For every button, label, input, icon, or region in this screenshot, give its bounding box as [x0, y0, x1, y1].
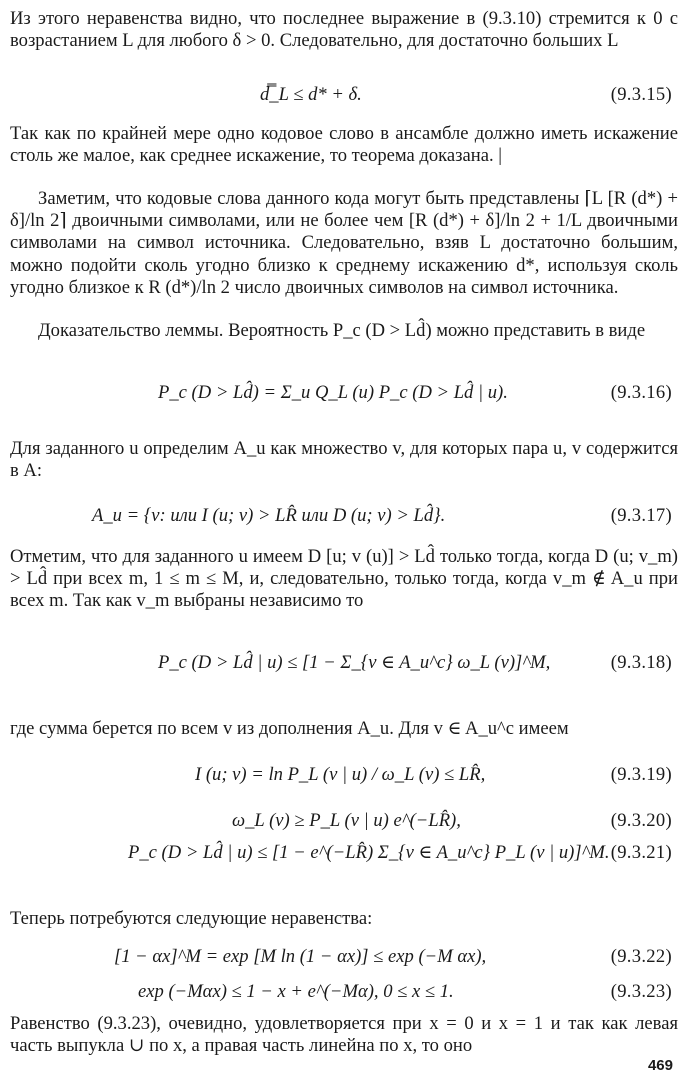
equation-number: (9.3.23) — [610, 981, 672, 1002]
equation-formula: I (u; v) = ln P_L (v | u) / ω_L (v) ≤ LR̂, — [195, 764, 486, 785]
paragraph-6: Отметим, что для заданного u имеем D [u; v (u)] > Ld̂ только тогда, когда D (u; v_m) > Ld̂ при всех m, 1 ≤ m ≤ M, и, следовательно, только тогда, когда v_m ∉ A_u при всех m. Так как v_m выбраны независимо то — [10, 546, 678, 612]
equation-9-3-16 — [10, 380, 678, 406]
equation-9-3-21 — [10, 840, 678, 866]
paragraph-3: Заметим, что кодовые слова данного кода могут быть представлены ⌈L [R (d*) + δ]/ln 2⌉ двоичными символами, или не более чем [R (d*) + δ]/ln 2 + 1/L двоичными символами на символ источника. Следовательно, взяв L достаточно большим, можно подойти сколь угодно близко к среднему искажению d*, используя сколь угодно близкое к R (d*)/ln 2 число двоичных символов на символ источника. — [10, 188, 678, 298]
equation-number: (9.3.19) — [610, 764, 672, 785]
paragraph-8: Теперь потребуются следующие неравенства: — [10, 908, 373, 929]
equation-number: (9.3.22) — [610, 946, 672, 967]
equation-formula: ω_L (v) ≥ P_L (v | u) e^(−LR̂), — [232, 810, 461, 831]
equation-9-3-22 — [10, 944, 678, 970]
equation-9-3-18 — [10, 650, 678, 676]
equation-number: (9.3.16) — [610, 382, 672, 403]
paragraph-9: Равенство (9.3.23), очевидно, удовлетворяется при x = 0 и x = 1 и так как левая часть выпукла ∪ по x, а правая часть линейна по x, то оно — [10, 1013, 678, 1057]
page-number: 469 — [647, 1057, 673, 1074]
paragraph-7: где сумма берется по всем v из дополнения A_u. Для v ∈ A_u^c имеем — [10, 718, 569, 739]
equation-formula: P_c (D > Ld̂ | u) ≤ [1 − Σ_{v ∈ A_u^c} ω_L (v)]^M, — [158, 652, 551, 673]
paragraph-1: Из этого неравенства видно, что последнее выражение в (9.3.10) стремится к 0 с возрастанием L для любого δ > 0. Следовательно, для достаточно больших L — [10, 8, 678, 52]
equation-formula: [1 − αx]^M = exp [M ln (1 − αx)] ≤ exp (−M αx), — [114, 946, 487, 967]
equation-formula: P_c (D > Ld̂ | u) ≤ [1 − e^(−LR̂) Σ_{v ∈ A_u^c} P_L (v | u)]^M. — [128, 842, 610, 863]
equation-number: (9.3.18) — [610, 652, 672, 673]
paragraph-2: Так как по крайней мере одно кодовое слово в ансамбле должно иметь искажение столь же малое, как среднее искажение, то теорема доказана. | — [10, 123, 678, 167]
equation-9-3-23 — [10, 979, 678, 1005]
equation-formula: exp (−Mαx) ≤ 1 − x + e^(−Mα), 0 ≤ x ≤ 1. — [138, 981, 454, 1002]
equation-9-3-20 — [10, 808, 678, 834]
equation-number: (9.3.21) — [610, 842, 672, 863]
equation-formula: P_c (D > Ld̂) = Σ_u Q_L (u) P_c (D > Ld̂ | u). — [158, 382, 508, 403]
equation-9-3-17 — [10, 503, 678, 529]
equation-number: (9.3.20) — [610, 810, 672, 831]
equation-9-3-15 — [10, 82, 678, 108]
equation-formula: d̿_L ≤ d* + δ. — [260, 84, 362, 105]
equation-9-3-19 — [10, 762, 678, 788]
equation-number: (9.3.15) — [610, 84, 672, 105]
equation-number: (9.3.17) — [610, 505, 672, 526]
paragraph-5: Для заданного u определим A_u как множество v, для которых пара u, v содержится в A: — [10, 438, 678, 482]
equation-formula: A_u = {v: или I (u; v) > LR̂ или D (u; v) > Ld̂}. — [92, 505, 446, 526]
paragraph-4: Доказательство леммы. Вероятность P_c (D > Ld̂) можно представить в виде — [38, 320, 646, 341]
